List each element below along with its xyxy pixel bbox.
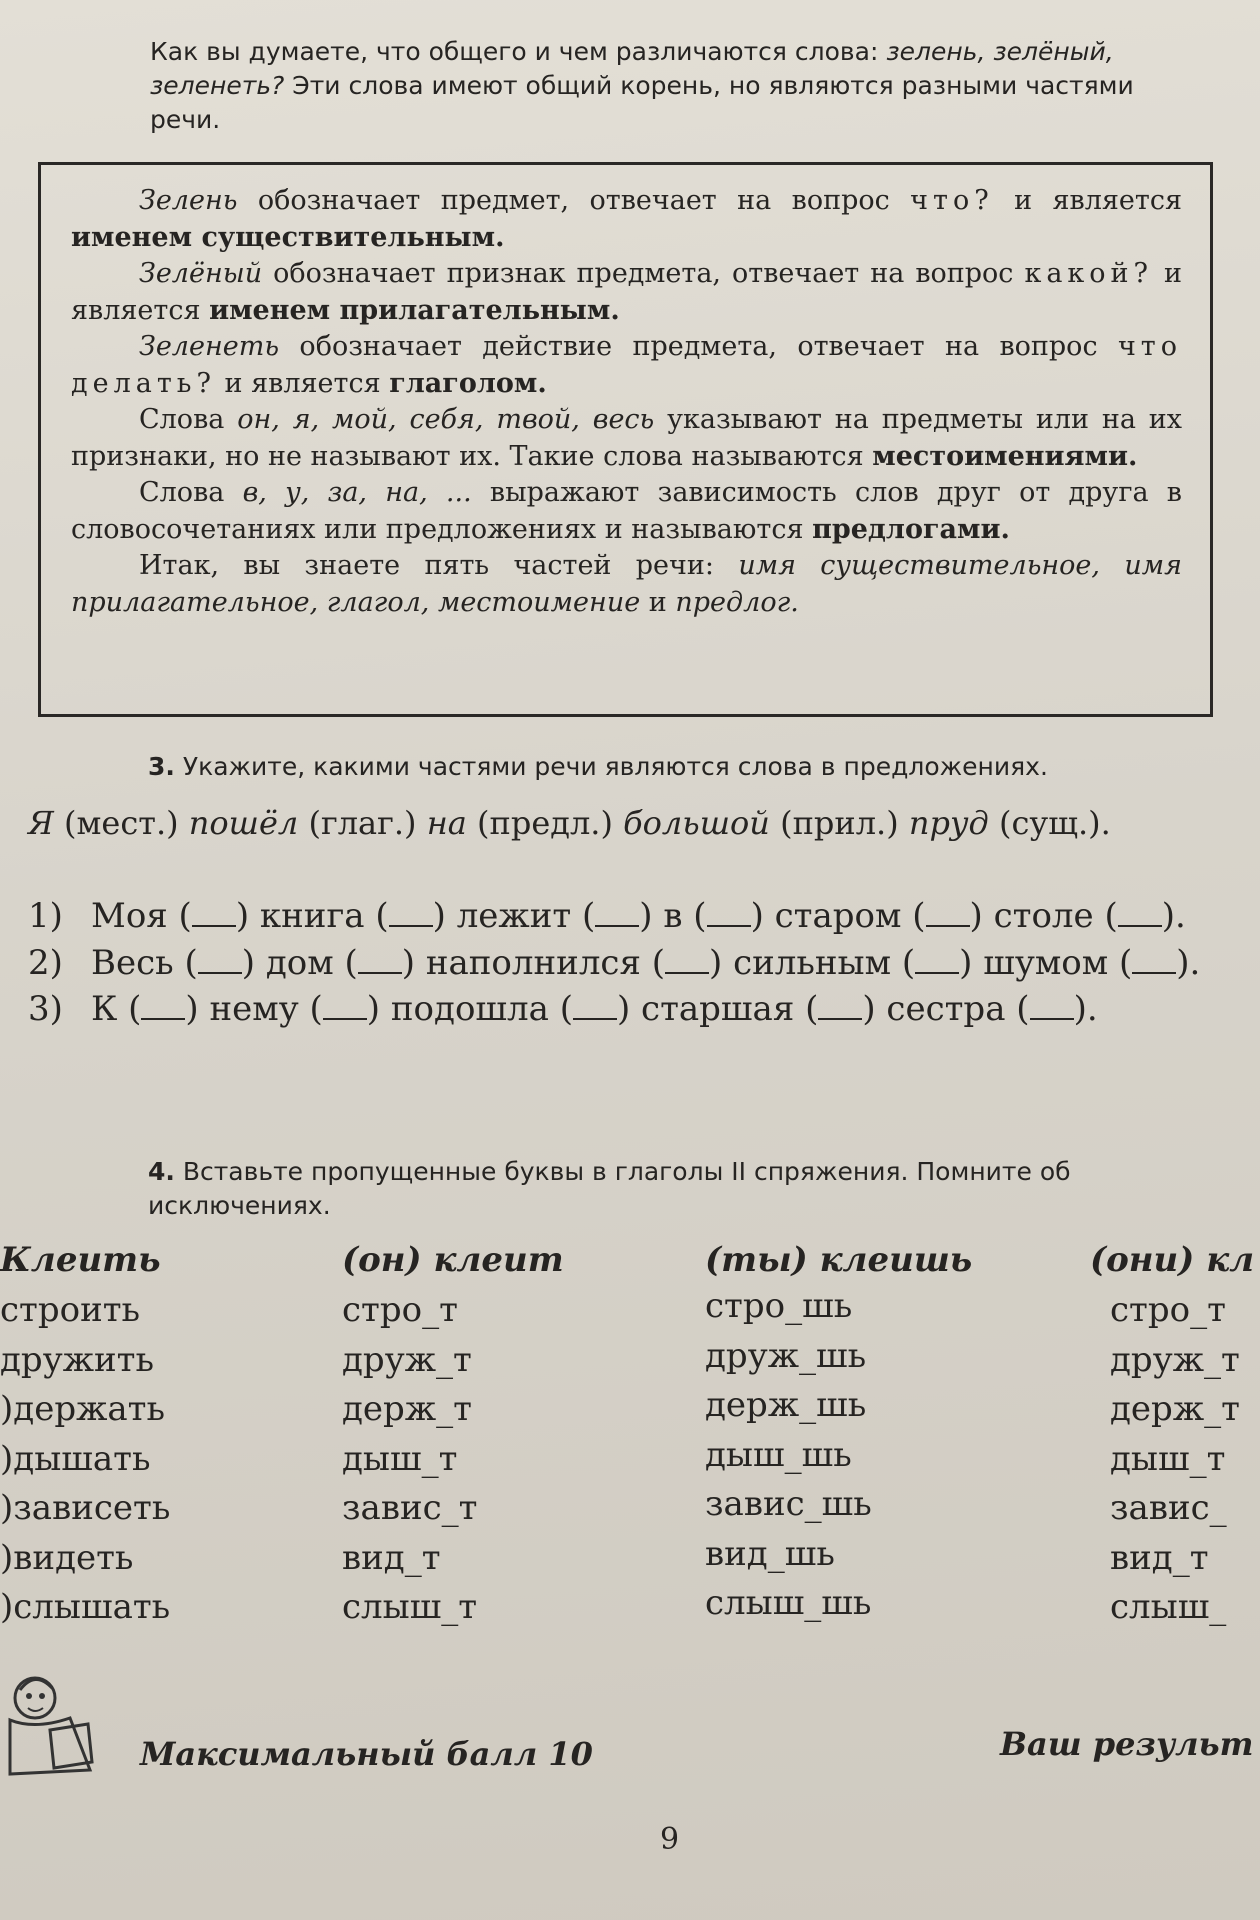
answer-blank[interactable] [389, 899, 433, 927]
verb-form-blank[interactable]: слыш_шь [705, 1583, 872, 1623]
answer-blank[interactable] [1030, 992, 1074, 1020]
header-you: (ты) клеишь [705, 1240, 973, 1280]
verb-form-blank[interactable]: держ_т [1110, 1389, 1240, 1429]
verb-form-blank[interactable]: дыш_шь [705, 1434, 852, 1475]
sentence-1: 1) Моя ( ) книга ( ) лежит ( ) в ( ) старом ( ) столе ( ). [28, 896, 1186, 936]
verb-form-blank[interactable]: друж_шь [705, 1335, 867, 1376]
reading-character-illustration [0, 1670, 100, 1780]
verb-form-blank[interactable]: завис_т [342, 1488, 478, 1528]
max-score: Максимальный балл 10 [140, 1735, 593, 1773]
answer-blank[interactable] [358, 946, 402, 974]
intro-question [150, 35, 1210, 137]
verb-infinitive: )дышать [0, 1438, 151, 1479]
verb-form-blank[interactable]: вид_шь [705, 1533, 835, 1574]
verb-form-blank[interactable]: стро_т [1110, 1290, 1226, 1330]
task3-heading: 3. Укажите, какими частями речи являются слова в предложениях. [148, 752, 1048, 781]
answer-blank[interactable] [818, 992, 862, 1020]
answer-blank[interactable] [1118, 899, 1162, 927]
verb-infinitive: )слышать [0, 1587, 171, 1627]
verb-form-blank[interactable]: друж_т [342, 1339, 472, 1380]
verb-form-blank[interactable]: вид_т [342, 1537, 441, 1578]
answer-blank[interactable] [192, 899, 236, 927]
rule-verb: Зеленеть обозначает действие предмета, отвечает на вопрос что делать? и является глаголом. [71, 331, 1182, 399]
task4-heading: 4. Вставьте пропущенные буквы в глаголы II спряжения. Помните об исключениях. [148, 1157, 1071, 1220]
verb-form-blank[interactable]: вид_т [1110, 1537, 1209, 1578]
sentence-2: 2) Весь ( ) дом ( ) наполнился ( ) сильным ( ) шумом ( ). [28, 942, 1201, 983]
answer-blank[interactable] [915, 946, 959, 974]
answer-blank[interactable] [595, 899, 639, 927]
header-they: (они) кл [1090, 1240, 1255, 1280]
rule-pronoun: Слова он, я, мой, себя, твой, весь указывают на предметы или на их признаки, но не называют их. Такие слова называются местоимениями. [71, 404, 1182, 472]
answer-blank[interactable] [198, 946, 242, 974]
task3-sentences [28, 893, 1258, 1033]
sentence-3: 3) К ( ) нему ( ) подошла ( ) старшая ( ) сестра ( ). [28, 989, 1098, 1029]
rule-summary: Итак, вы знаете пять частей речи: имя существительное, имя прилагательное, глагол, местоимение и предлог. [71, 550, 1182, 618]
answer-blank[interactable] [707, 899, 751, 927]
verb-infinitive: строить [0, 1290, 141, 1330]
header-he: (он) клеит [342, 1240, 564, 1280]
rule-preposition: Слова в, у, за, на, ... выражают зависимость слов друг от друга в словосочетаниях или предложениях и называются предлогами. [71, 477, 1182, 545]
answer-blank[interactable] [323, 992, 367, 1020]
answer-blank[interactable] [665, 946, 709, 974]
verb-form-blank[interactable]: стро_т [342, 1290, 458, 1330]
verb-infinitive: дружить [0, 1339, 154, 1380]
conjugation-table [0, 1240, 1260, 1640]
page-number: 9 [660, 1822, 680, 1857]
task3-example: Я (мест.) пошёл (глаг.) на (предл.) большой (прил.) пруд (сущ.). [28, 804, 1111, 842]
verb-infinitive: )зависеть [0, 1488, 171, 1528]
verb-form-blank[interactable]: дыш_т [1110, 1438, 1226, 1479]
header-infinitive: Клеить [0, 1240, 161, 1280]
answer-blank[interactable] [573, 992, 617, 1020]
intro-text: Как вы думаете, что общего и чем различаются слова: [150, 37, 887, 66]
verb-form-blank[interactable]: слыш_т [342, 1587, 478, 1627]
intro-text-2: Эти слова имеют общий корень, но являются разными частями речи. [150, 71, 1134, 134]
verb-form-blank[interactable]: завис_шь [705, 1484, 872, 1524]
verb-form-blank[interactable]: держ_шь [705, 1385, 867, 1425]
verb-infinitive: )держать [0, 1389, 165, 1429]
rule-noun: Зелень обозначает предмет, отвечает на вопрос что? и является именем существительным. [71, 185, 1182, 253]
verb-form-blank[interactable]: стро_шь [705, 1286, 853, 1326]
intro-words: зелень, зелёный, зеленеть? [150, 37, 1114, 100]
your-result: Ваш результ [1000, 1725, 1254, 1763]
answer-blank[interactable] [926, 899, 970, 927]
answer-blank[interactable] [1132, 946, 1176, 974]
rule-box [38, 162, 1213, 717]
verb-form-blank[interactable]: дыш_т [342, 1438, 458, 1479]
answer-blank[interactable] [141, 992, 185, 1020]
verb-infinitive: )видеть [0, 1537, 134, 1578]
rule-adjective: Зелёный обозначает признак предмета, отвечает на вопрос какой? и является именем прилагательным. [71, 258, 1183, 326]
verb-form-blank[interactable]: завис_ [1110, 1488, 1227, 1528]
verb-form-blank[interactable]: держ_т [342, 1389, 472, 1429]
verb-form-blank[interactable]: слыш_ [1110, 1587, 1227, 1627]
verb-form-blank[interactable]: друж_т [1110, 1339, 1240, 1380]
